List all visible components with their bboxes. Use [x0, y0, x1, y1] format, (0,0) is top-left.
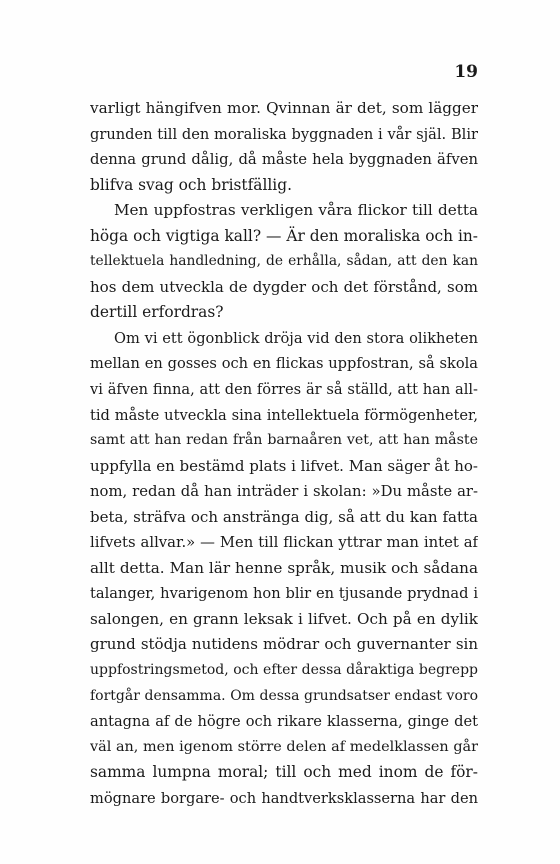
text-line: samma lumpna moral; till och med inom de för-	[90, 763, 478, 782]
text-line: tellektuela handledning, de erhålla, sådan, att den kan	[90, 253, 478, 270]
text-line: mögnare borgare- och handtverksklasserna har den	[90, 789, 478, 807]
text-line: vi äfven finna, att den förres är så ställd, att han all-	[90, 381, 478, 399]
text-line: salongen, en grann leksak i lifvet. Och på en dylik	[90, 609, 478, 628]
text-line: höga och vigtiga kall? — Är den moraliska och in-	[90, 226, 478, 245]
text-line: denna grund dålig, då måste hela byggnaden äfven	[90, 151, 478, 169]
text-line: dertill erfordras?	[90, 303, 224, 322]
text-line: tid måste utveckla sina intellektuela förmögenheter,	[90, 406, 478, 424]
text-line: beta, sträfva och anstränga dig, så att du kan fatta	[90, 507, 478, 526]
text-line: allt detta. Man lär henne språk, musik och sådana	[90, 558, 478, 577]
text-line: varligt hängifven mor. Qvinnan är det, som lägger	[90, 99, 478, 117]
text-line: uppfostringsmetod, och efter dessa dåraktiga begrepp	[90, 662, 478, 679]
page-number: 19	[454, 62, 478, 82]
text-line: mellan en gosses och en flickas uppfostran, så skola	[90, 355, 478, 373]
text-line: fortgår densamma. Om dessa grundsatser endast voro	[90, 687, 478, 704]
text-line: väl an, men igenom större delen af medelklassen går	[90, 738, 478, 755]
text-line: samt att han redan från barnaåren vet, att han måste	[90, 432, 478, 449]
text-line: grunden till den moraliska byggnaden i vår själ. Blir	[90, 125, 478, 143]
text-line: nom, redan då han inträder i skolan: »Du måste ar-	[90, 483, 478, 501]
text-line: blifva svag och bristfällig.	[90, 175, 292, 194]
body-text	[90, 96, 478, 811]
text-line: Om vi ett ögonblick dröja vid den stora olikheten	[114, 329, 478, 347]
text-line: Men uppfostras verkligen våra flickor till detta	[114, 201, 478, 220]
text-line: antagna af de högre och rikare klasserna, ginge det	[90, 713, 478, 731]
text-line: talanger, hvarigenom hon blir en tjusande prydnad i	[90, 585, 478, 603]
text-line: lifvets allvar.» — Men till flickan yttrar man intet af	[90, 534, 478, 552]
text-line: uppfylla en bestämd plats i lifvet. Man säger åt ho-	[90, 456, 478, 475]
text-line: hos dem utveckla de dygder och det förstånd, som	[90, 277, 478, 296]
text-line: grund stödja nutidens mödrar och guvernanter sin	[90, 635, 478, 654]
